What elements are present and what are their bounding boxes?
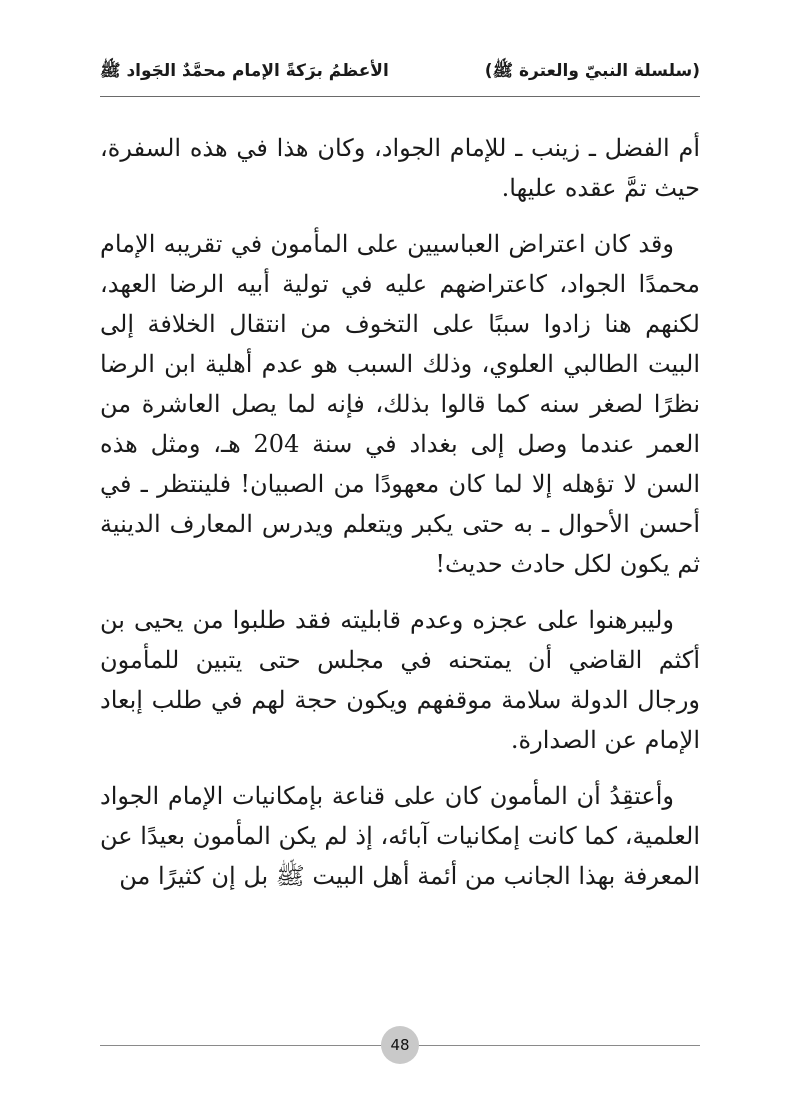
series-title: (سلسلة النبيّ والعترة ﷺ)	[484, 61, 700, 81]
paragraph-3: وليبرهنوا على عجزه وعدم قابليته فقد طلبوا من يحيى بن أكثم القاضي أن يمتحنه في مجلس حتى يتبين للمأمون ورجال الدولة سلامة موقفهم ويكون حجة لهم في طلب إبعاد الإمام عن الصدارة.	[100, 606, 700, 754]
page-footer	[100, 1026, 700, 1066]
page-number: 48	[390, 1036, 410, 1054]
paragraph-2: وقد كان اعتراض العباسيين على المأمون في تقريبه الإمام محمدًا الجواد، كاعتراضهم عليه في تولية أبيه الرضا العهد، لكنهم هنا زادوا سببًا على التخوف من انتقال الخلافة إلى البيت الطالبي العلوي، وذلك السبب هو عدم أهلية ابن الرضا نظرًا لصغر سنه كما قالوا بذلك، فإنه لما يصل العاشرة من العمر عندما وصل إلى بغداد في سنة 204 هـ، ومثل هذه السن لا تؤهله إلا لما كان معهودًا من الصبيان! فلينتظر ـ في أحسن الأحوال ـ به حتى يكبر ويتعلم ويدرس المعارف الدينية ثم يكون لكل حادث حديث!	[100, 230, 700, 578]
header-divider	[100, 96, 700, 97]
page-number-badge	[381, 1026, 419, 1064]
paragraph-1: أم الفضل ـ زينب ـ للإمام الجواد، وكان هذا في هذه السفرة، حيث تمَّ عقده عليها.	[100, 134, 700, 202]
book-title: الأعظمُ برَكةً الإمام محمَّدٌ الجَواد ﷺ	[100, 61, 389, 81]
running-header	[100, 52, 700, 102]
body-text	[100, 128, 700, 912]
paragraph-4: وأعتقِدُ أن المأمون كان على قناعة بإمكانيات الإمام الجواد العلمية، كما كانت إمكانيات آبائه، إذ لم يكن المأمون بعيدًا عن المعرفة بهذا الجانب من أئمة أهل البيت ﷺ بل إن كثيرًا من	[100, 782, 700, 890]
